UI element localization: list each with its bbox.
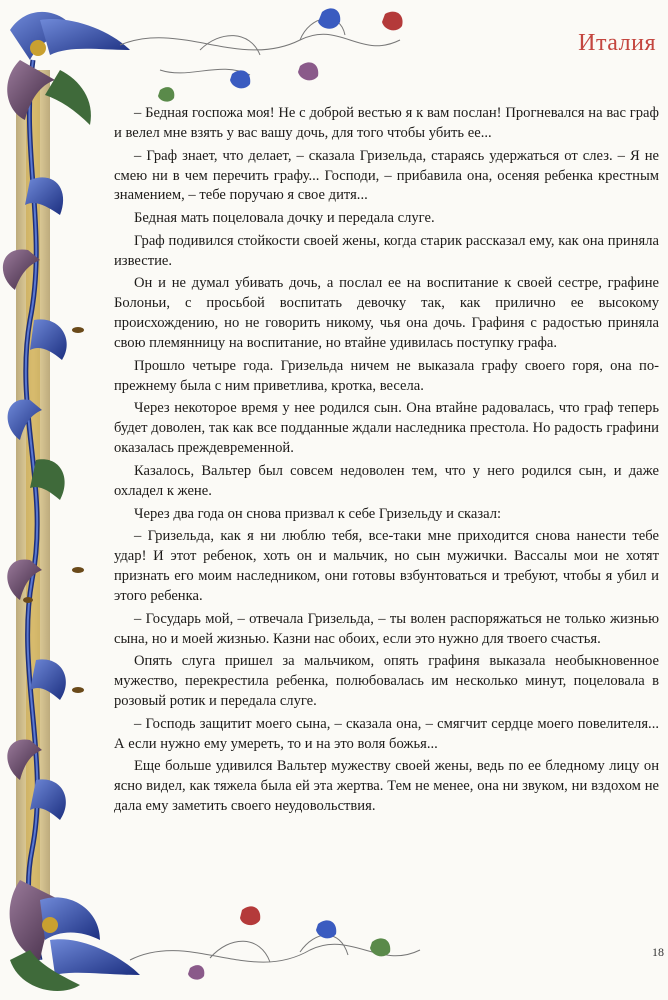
page-number: 18 — [652, 945, 664, 959]
section-title: Италия — [578, 30, 656, 56]
paragraph: Граф подивился стойкости своей жены, когда старик рассказал ему, как она приняла известие. — [114, 232, 659, 269]
story-text — [114, 104, 659, 820]
top-flowers — [158, 8, 403, 101]
paragraph: – Господь защитит моего сына, – сказала она, – смягчит сердце моего повелителя... А если нужно ему умереть, то и на это воля божья... — [114, 715, 659, 752]
paragraph: – Гризельда, как я ни люблю тебя, все-таки мне приходится снова нанести тебе удар! И этот ребенок, хоть он и мальчик, но сын мужички. Вассалы мои не хотят признать его моим наследником, они готовы взбунтоваться и требуют, чтобы я убил и этого ребенка. — [114, 528, 659, 605]
corner-leaves-top — [7, 12, 130, 125]
paragraph: Казалось, Вальтер был совсем недоволен тем, что у него родился сын, и даже охладел к жене. — [114, 462, 659, 499]
paragraph: Прошло четыре года. Гризельда ничем не выказала графу своего горя, она по-прежнему была с ним приветлива, кротка, весела. — [114, 357, 659, 394]
paragraph: Еще больше удивился Вальтер мужеству своей жены, ведь по ее бледному лицу он ясно видел, как тяжела была ей эта жертва. Тем не менее, она ни звуком, ни вздохом не дала ему заметить своего неудовольствия. — [114, 758, 659, 815]
paragraph: – Граф знает, что делает, – сказала Гризельда, стараясь удержаться от слез. – Я не смею ни в чем перечить графу... Господи, – прибавила она, осеняя ребенка крестным знамением, – тебе поручаю я свое дитя... — [114, 147, 659, 204]
paragraph: Бедная мать поцеловала дочку и передала слуге. — [134, 210, 435, 227]
paragraph: – Бедная госпожа моя! Не с доброй вестью я к вам послан! Прогневался на вас граф и велел мне взять у вас вашу дочь, для того чтобы убить ее... — [114, 105, 659, 141]
paragraph: – Государь мой, – отвечала Гризельда, – ты волен распоряжаться не только жизнью сына, но и моей жизнью. Казни нас обоих, если это нужно для твоего счастья. — [114, 610, 659, 647]
corner-leaves-bottom — [10, 880, 140, 991]
paragraph: Он и не думал убивать дочь, а послал ее на воспитание к своей сестре, графине Болоньи, с просьбой воспитать девочку так, как прилично ее высокому происхождению, но не говорить никому, чья она дочь. Графиня с радостью приняла свою племянницу на воспитание, но втайне удивилась поступку графа. — [114, 275, 659, 352]
bottom-flowers — [188, 906, 390, 979]
top-tendrils — [120, 19, 400, 75]
paragraph: Через два года он снова призвал к себе Гризельду и сказал: — [134, 505, 502, 522]
paragraph: Опять слуга пришел за мальчиком, опять графиня выказала необыкновенное мужество, перекрестила ребенка, полюбовалась им несколько минут, поцеловала в розовый ротик и передала слуге. — [114, 653, 659, 710]
paragraph: Через некоторое время у нее родился сын. Она втайне радовалась, что граф теперь будет доволен, так как все подданные ждали наследника престола. Но радость графини оказалась преждевременной. — [114, 400, 659, 457]
